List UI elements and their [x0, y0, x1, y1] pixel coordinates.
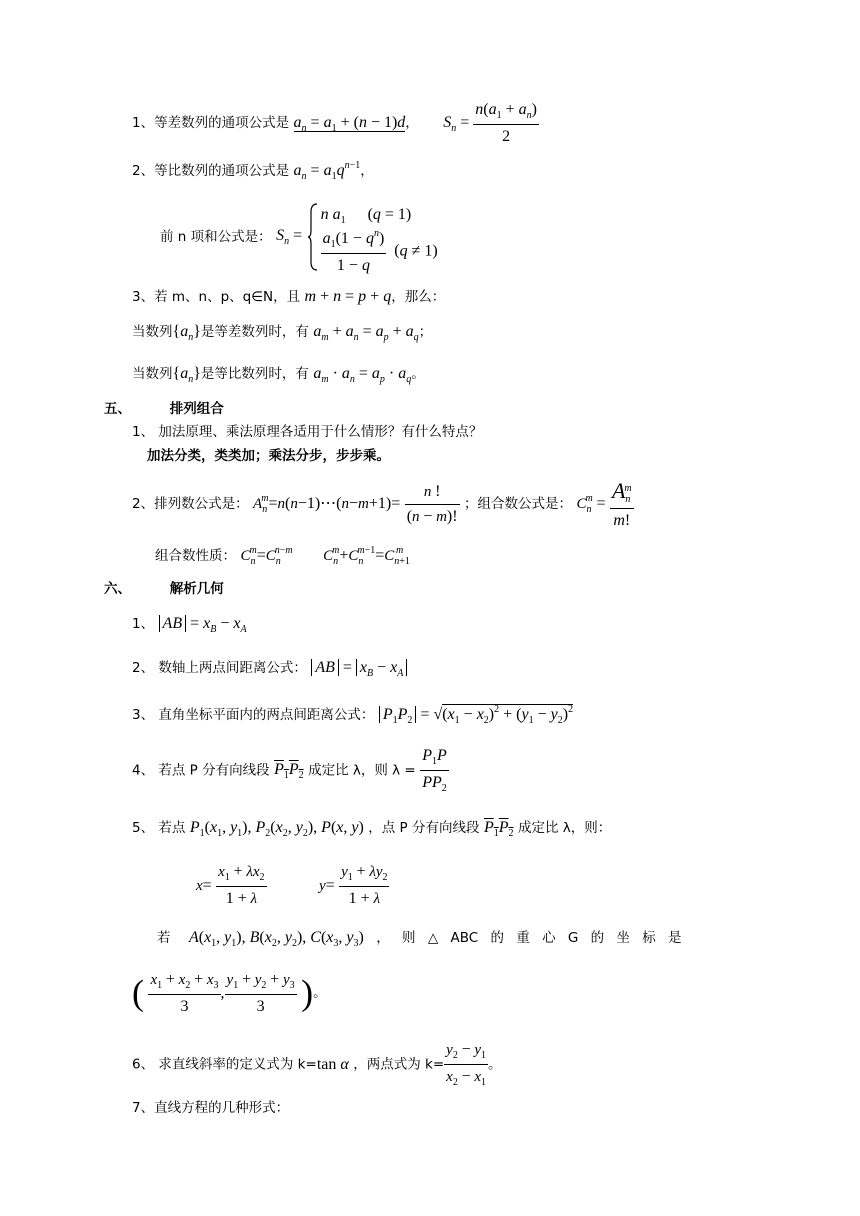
s6-l2-label: 2、 数轴上两点间距离公式：	[132, 660, 307, 676]
section-6-item-4	[132, 746, 449, 795]
section-6-item-2	[132, 658, 407, 680]
item-3b-pre: 当数列	[132, 366, 173, 382]
arith-term-formula: $a_n = a_1 + (n - 1)d$	[293, 113, 406, 134]
item-3-arithmetic	[132, 322, 432, 344]
s6-l5-label-b: ，点 P 分有向线段	[368, 820, 480, 836]
centroid-x: $\frac{x_1 + x_2 + x_3}{3}$	[150, 971, 219, 1015]
s6-l5-label-a: 5、 若点	[132, 820, 186, 836]
comb-formula: $C_n^m$ =	[576, 492, 606, 515]
section-6-item-7: 7、直线方程的几种形式：	[132, 1100, 290, 1116]
section-5-heading	[104, 401, 224, 417]
section-5-answer: 加法分类，类类加；乘法分步，步步乘。	[147, 448, 390, 464]
perm-fraction: $\frac{n !}{(n - m)!}$	[406, 483, 458, 525]
item-3a-pre: 当数列	[132, 324, 173, 340]
arith-property: $a_m + a_n = a_p + a_q$	[313, 323, 419, 343]
item-3-label: 3、若 m、n、p、q∈N，且	[132, 289, 301, 305]
combination-properties	[155, 545, 410, 568]
s6-g-end: 。	[313, 985, 327, 1001]
geo-property: $a_m \cdot a_n = a_p \cdot a_q$	[313, 365, 412, 385]
sep-comma: ，	[405, 114, 419, 131]
end-comma: ，	[360, 163, 374, 179]
item-2b-label: 前 n 项和公式是：	[160, 228, 272, 245]
directed-distance: AB = $x_B - x_A$	[159, 615, 247, 632]
item-2-label: 2、等比数列的通项公式是	[132, 163, 290, 179]
ratio-fraction: $\frac{P_1P}{PP_2}$	[422, 747, 447, 794]
permutation-combination-formulas	[132, 478, 634, 530]
section-6-item-3	[132, 704, 573, 727]
s6-l3-label: 3、 直角坐标平面内的两点间距离公式：	[132, 707, 375, 723]
triangle-vertices: $A(x_1$, $y_1$), $B(x_2$, $y_2$), $C(x_3$, $y_3$)	[188, 929, 364, 949]
geo-sum-cases: n $a_1$ (q = 1) $\frac{a_1(1 - q^n)}{1 - q}$ (q ≠ 1)	[307, 202, 438, 272]
s6-g-pre: 若	[157, 930, 171, 946]
segment-p1p2: $P_1P_2$	[274, 760, 304, 781]
formula-geometric-general-term	[132, 160, 374, 183]
item-3-condition	[132, 287, 445, 306]
item-3a-mid: 是等差数列时，有	[200, 324, 309, 340]
s6-l6-label-a: 6、 求直线斜率的定义式为 k=	[132, 1056, 317, 1073]
seq-an: $\{a_n\}$	[172, 365, 201, 385]
item-3b-end: 。	[411, 366, 425, 382]
section-5-number: 五、	[104, 401, 131, 417]
s6-g-post: ， 则 △ ABC 的 重 心 G 的 坐 标 是	[376, 930, 682, 946]
index-condition: m + n = p + q	[304, 288, 392, 305]
section-5-title: 排列组合	[169, 401, 224, 417]
item-3a-end: ；	[418, 324, 433, 340]
section-5-question: 1、 加法原理、乘法原理各适用于什么情形？有什么特点？	[132, 424, 483, 440]
s6-l4-label-b: 成定比 λ，则 λ =	[308, 762, 416, 779]
item-3-geometric	[132, 364, 425, 386]
section-6-item-5	[132, 818, 611, 840]
section-6-title: 解析几何	[169, 581, 224, 597]
perm-formula: $A_n^m=n(n-1)\cdots(n-m+1)=$	[253, 492, 401, 515]
s6-l6-label-b: ，两点式为 k=	[353, 1056, 445, 1073]
section-6-item-1	[132, 614, 247, 636]
centroid-formula: ( $\frac{x_1 + x_2 + x_3}{3}$ , $\frac{y_1 + y_2 + y_3}{3}$ )。	[132, 971, 327, 1015]
x-section-fraction: $\frac{x_1 + \lambda x_2}{1 + \lambda}$	[218, 863, 265, 907]
centroid-y: $\frac{y_1 + y_2 + y_3}{3}$	[226, 971, 295, 1015]
item-1-label: 1、等差数列的通项公式是	[132, 114, 290, 131]
comb-symmetry: $C_n^m=C_n^{n-m}$	[240, 545, 293, 567]
s6-l6-end: 。	[488, 1056, 502, 1073]
plane-distance: $P_1P_2 = √(x_1 - x_2)^2 + (y_1 - y_2)^2$	[379, 704, 573, 723]
centroid-statement	[157, 928, 682, 950]
section-6-item-6	[132, 1040, 502, 1089]
section-formula: x= $\frac{x_1 + \lambda x_2}{1 + \lambda}$ y= $\frac{y_1 + \lambda y_2}{1 + \lambda}$	[196, 863, 388, 907]
left-brace-icon	[307, 202, 319, 272]
s6-l5-label-c: 成定比 λ，则：	[517, 820, 612, 836]
item-3b-mid: 是等比数列时，有	[200, 366, 309, 382]
comb-prop-label: 组合数性质：	[155, 548, 236, 564]
segment-p1p2: $P_1P_2$	[483, 819, 514, 839]
formula-arithmetic-general-term	[132, 100, 539, 146]
comb-fraction: $\frac{A_n^m}{m!}$	[611, 478, 632, 529]
arith-sum-formula: $S_n$ = $\frac{n(a_1 + a_n)}{2}$	[443, 101, 537, 145]
section-6-heading	[104, 581, 224, 597]
perm-label: 2、排列数公式是：	[132, 496, 249, 512]
s6-l4-label-a: 4、 若点 P 分有向线段	[132, 762, 270, 779]
comb-label: ；组合数公式是：	[464, 496, 573, 512]
geo-term-formula: $a_n = a_1q^{n-1}$	[293, 160, 361, 182]
slope-two-point: $\frac{y_2 - y_1}{x_2 - x_1}$	[446, 1041, 487, 1088]
s6-l1-label: 1、	[132, 616, 155, 632]
points-p1-p2-p: $P_1(x_1$, $y_1$), $P_2(x_2$, $y_2$), P(x, y)	[189, 819, 364, 839]
item-3-end: ，那么：	[391, 289, 446, 305]
geo-sum-lhs: $S_n$ =	[276, 227, 303, 247]
axis-distance: AB = $x_B - x_A$	[311, 659, 407, 676]
formula-geometric-sum	[160, 202, 438, 272]
slope-definition: tan α	[316, 1055, 349, 1073]
comb-pascal: $C_n^m+C_n^{m-1}=C_{n+1}^m$	[323, 545, 410, 567]
y-section-fraction: $\frac{y_1 + \lambda y_2}{1 + \lambda}$	[341, 863, 388, 907]
section-6-number: 六、	[104, 581, 131, 597]
seq-an: $\{a_n\}$	[172, 323, 201, 343]
